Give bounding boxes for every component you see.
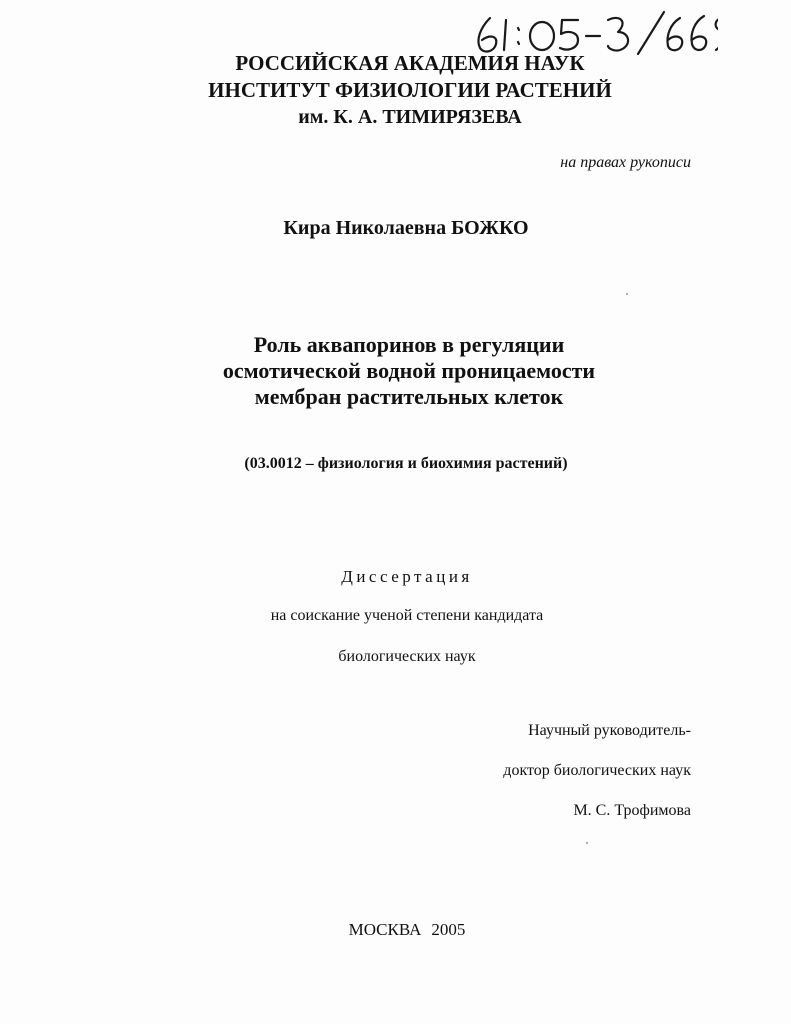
header-line-named-after: им. К. А. ТИМИРЯЗЕВА xyxy=(298,106,522,128)
place-and-year xyxy=(0,920,791,940)
institution-header xyxy=(0,50,791,131)
scan-speck xyxy=(626,293,628,295)
title-line-1: Роль аквапоринов в регуляции xyxy=(253,332,565,357)
dissertation-title xyxy=(0,332,791,410)
document-type: Диссертация xyxy=(341,567,473,586)
header-line-institute: ИНСТИТУТ ФИЗИОЛОГИИ РАСТЕНИЙ xyxy=(208,78,612,102)
advisor-role: Научный руководитель- xyxy=(528,722,691,739)
year: 2005 xyxy=(431,920,466,939)
scan-speck xyxy=(586,842,588,844)
author-name: Кира Николаевна БОЖКО xyxy=(283,217,529,239)
title-line-3: мембран растительных клеток xyxy=(254,384,564,409)
specialty-code: (03.0012 – физиология и биохимия растений) xyxy=(244,455,568,472)
city: МОСКВА xyxy=(348,920,422,939)
advisor-rank: доктор биологических наук xyxy=(503,762,691,779)
header-line-academy: РОССИЙСКАЯ АКАДЕМИЯ НАУК xyxy=(235,51,585,75)
advisor-name: М. С. Трофимова xyxy=(573,802,691,819)
title-line-2: осмотической водной проницаемости xyxy=(222,358,596,383)
rights-note: на правах рукописи xyxy=(560,154,691,171)
degree-line-1: на соискание ученой степени кандидата xyxy=(270,607,544,624)
degree-line-2: биологических наук xyxy=(338,648,476,665)
